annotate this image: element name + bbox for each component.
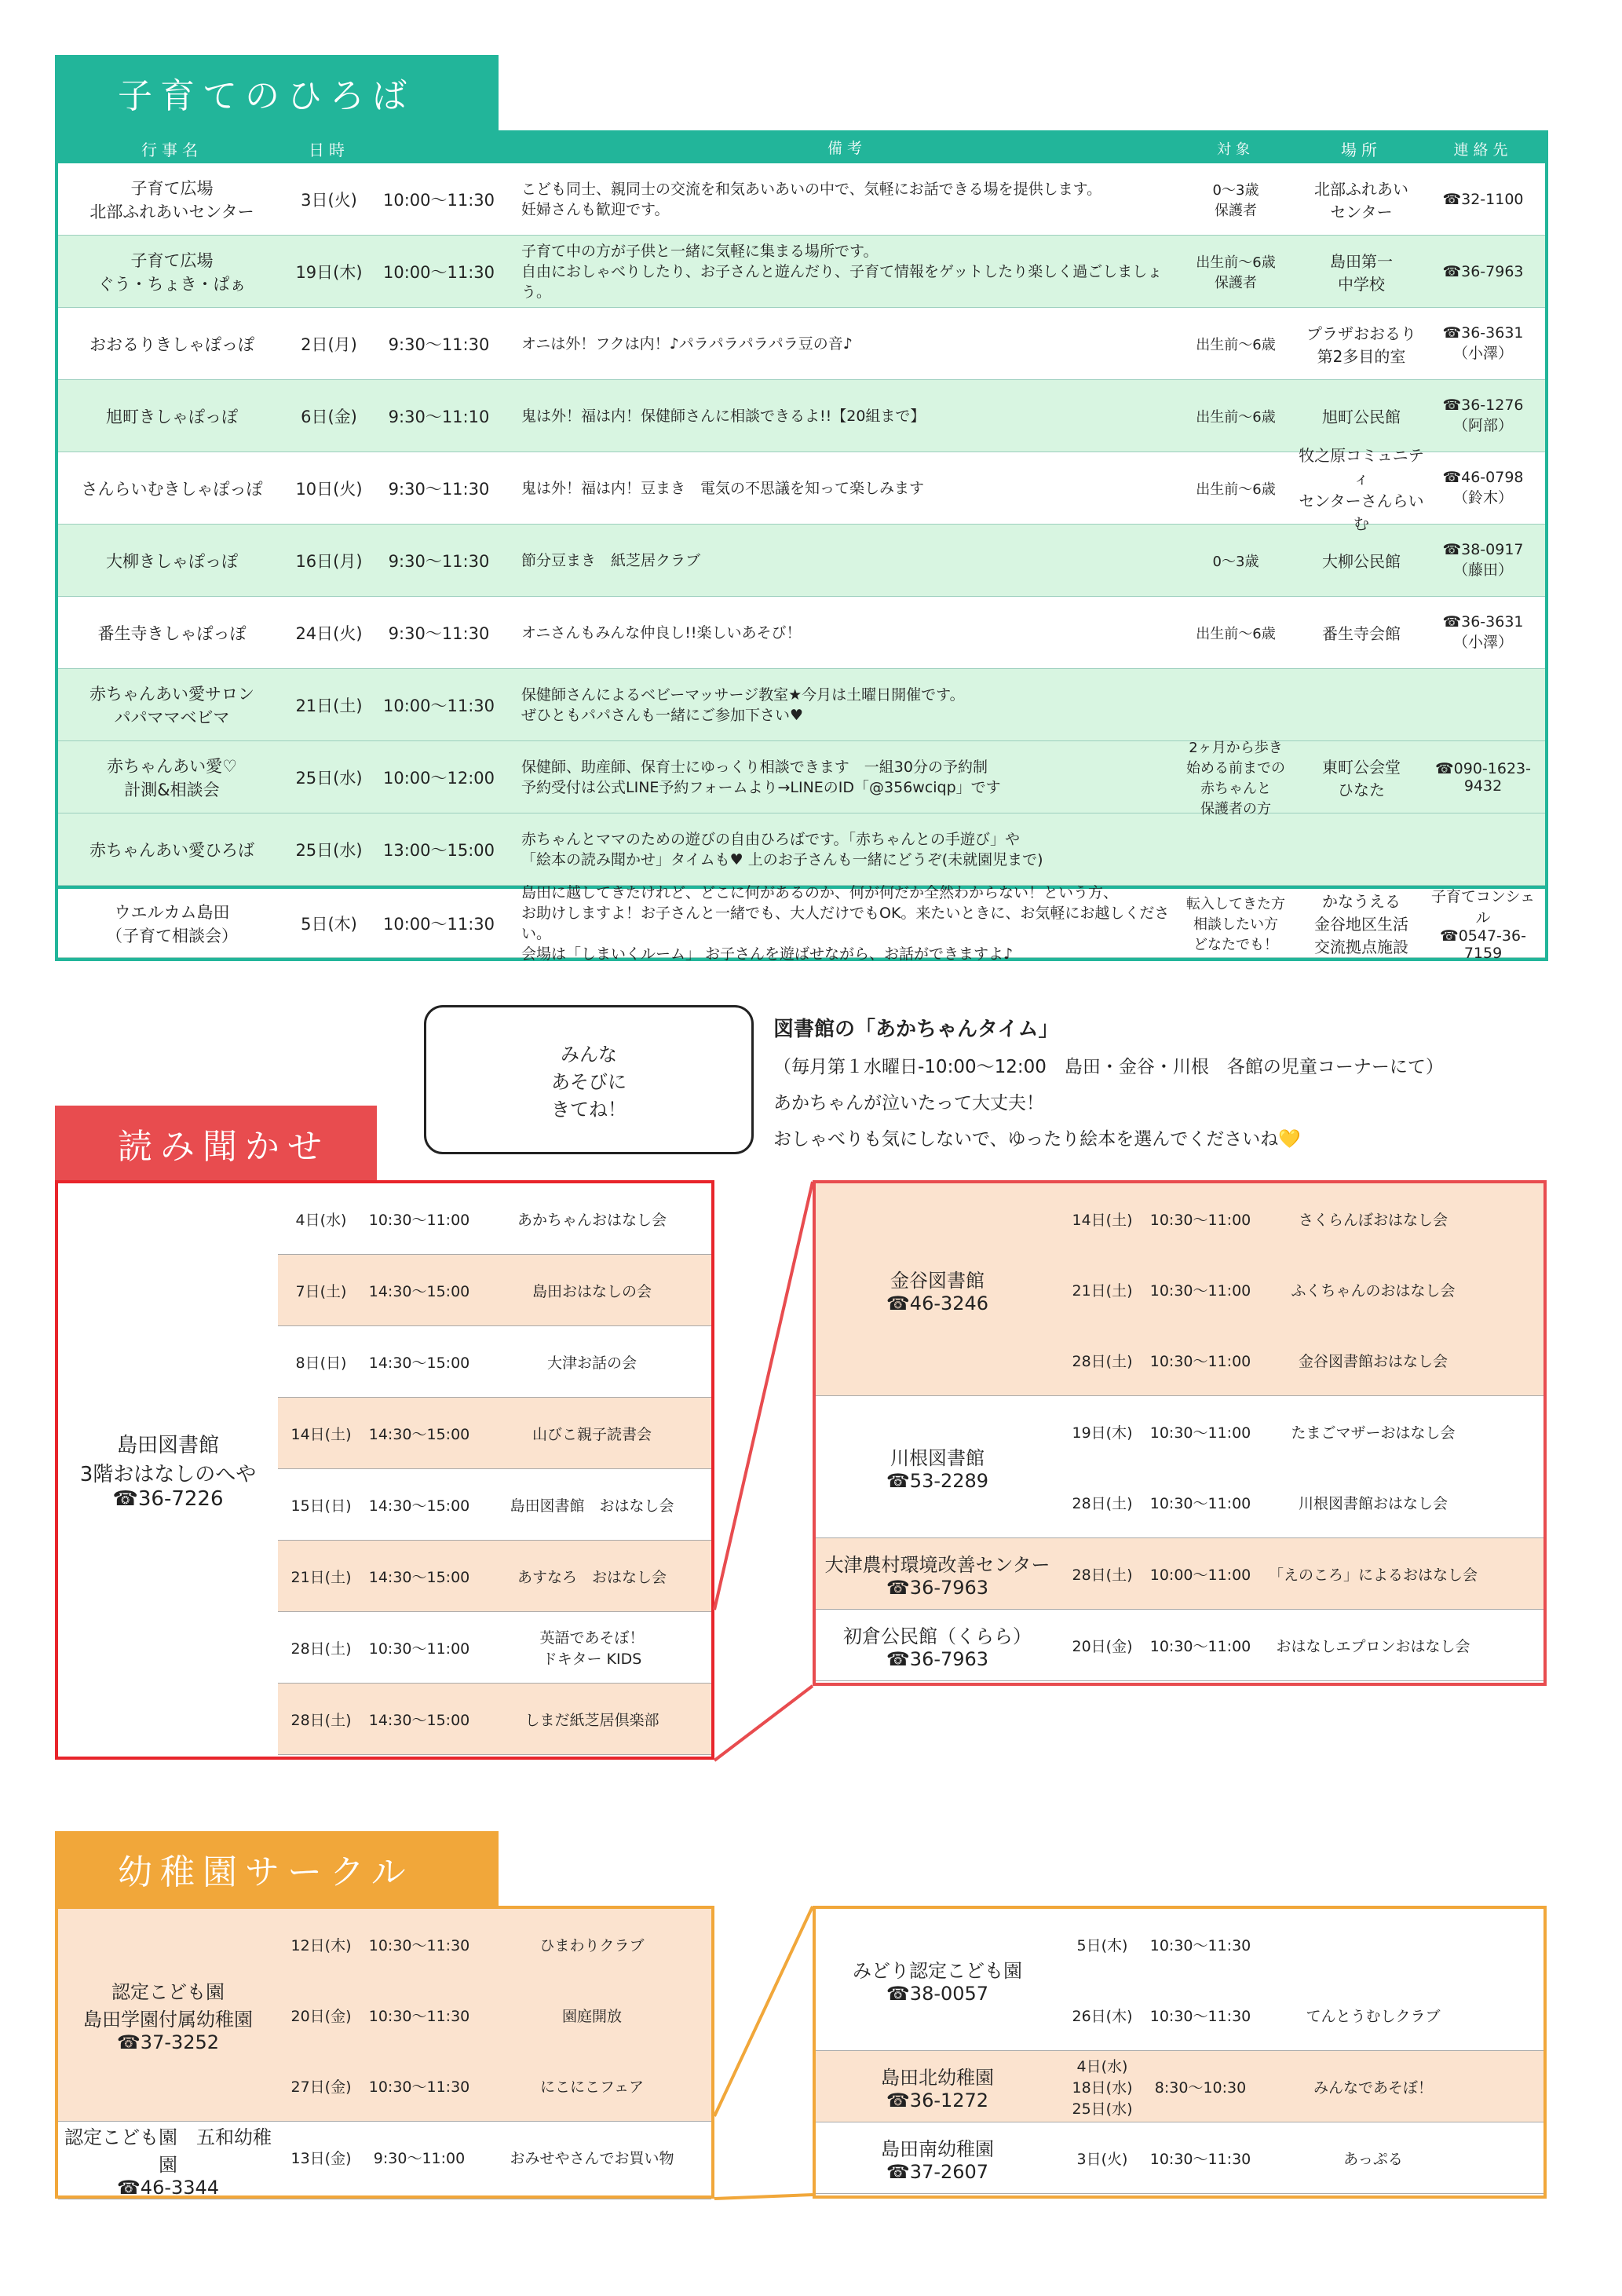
section-title-youchien: 幼稚園サークル <box>55 1831 499 1907</box>
table-row: 子育て広場 北部ふれあいセンター 3日(火) 10:00〜11:30 こども同士、親同士の交流を和気あいあいの中で、気軽にお話できる場を提供します。 妊婦さんも歓迎です。 0〜3歳 保護者 北部ふれあい センター ☎32-1100 <box>58 163 1545 236</box>
list-item: 12日(木) 10:30〜11:30 ひまわりクラブ <box>290 1936 645 1954</box>
table-row: おおるりきしゃぽっぽ 2日(月) 9:30〜11:30 オニは外！フクは内！♪パラパラパラパラ豆の音♪ 出生前〜6歳 プラザおおるり 第2多目的室 ☎36-3631 （小澤） <box>58 308 1545 380</box>
youchien-right: みどり認定こども園 ☎38-0057 5日(木) 10:30〜11:30 26日(木) 10:30〜11:30 てんとうむしクラブ 島田北幼稚園 ☎36-1272 4日(水) 18日(水) 25日(水) 8:30〜10:30 みんなであそぼ！ 島田南幼稚園 ☎37-2607 3日(火) 10:30〜11:30 あっぷる <box>813 1906 1547 2199</box>
list-item: 21日(土) 10:30〜11:00 ふくちゃんのおはなし会 <box>1072 1281 1456 1300</box>
library-note-3: おしゃべりも気にしないで、ゆったり絵本を選んでくださいね💛 <box>773 1129 1301 1150</box>
list-item: 13日(金) 9:30〜11:00 おみせやさんでお買い物 <box>290 2149 674 2167</box>
youchien-left: 認定こども園 島田学園付属幼稚園 ☎37-3252 12日(木) 10:30〜11:30 ひまわりクラブ 20日(金) 10:30〜11:30 園庭開放 27日(金) 10:30〜11:30 にこにこフェア 認定こども園 五和幼稚園 ☎46-3344 13日(金) 9:30〜11:00 おみせやさんでお買い物 <box>55 1906 714 2199</box>
list-item: 20日(金) 10:30〜11:30 園庭開放 <box>290 2007 622 2025</box>
list-item: 28日(土) 10:30〜11:00 金谷図書館おはなし会 <box>1072 1352 1448 1370</box>
list-item: 28日(土) 10:00〜11:00 「えのころ」によるおはなし会 <box>1072 1566 1478 1584</box>
table-row: 赤ちゃんあい愛ひろば 25日(水) 13:00〜15:00 赤ちゃんとママのための遊びの自由ひろばです。「赤ちゃんとの手遊び」や 「絵本の読み聞かせ」タイムも♥ 上のお子さんも一緒にどうぞ(未就園児まで) <box>58 813 1545 886</box>
table-row: 旭町きしゃぽっぽ 6日(金) 9:30〜11:10 鬼は外！福は内！保健師さんに相談できるよ!!【20組まで】 出生前〜6歳 旭町公民館 ☎36-1276 （阿部） <box>58 380 1545 452</box>
list-item: 15日(日) 14:30〜15:00 島田図書館 おはなし会 <box>278 1469 711 1541</box>
speech-bubble: みんな あそびに きてね！ <box>551 1043 627 1121</box>
section-title-yomikikase: 読み聞かせ <box>55 1106 377 1181</box>
list-item: 5日(木) 10:30〜11:30 <box>1076 1936 1251 1954</box>
yomikikase-main: 島田図書館 3階おはなしのへや ☎36-7226 4日(水) 10:30〜11:00 あかちゃんおはなし会 7日(土) 14:30〜15:00 島田おはなしの会 8日(日) 14:30〜15:00 大津お話の会 14日(土) 14:30〜15:00 山びこ親子読書会 15日(日) 14:30〜15:00 島田図書館 おはなし会 21日(土) 14:30〜15:00 あすなろ おはなし会 28日(土) 10:30〜11:00 英語であそぼ！ ドキター KIDS 28日(土) 14:30〜15:00 しまだ紙芝居倶楽部 <box>55 1180 714 1760</box>
list-item: 27日(金) 10:30〜11:30 にこにこフェア <box>290 2078 645 2096</box>
list-item: 14日(土) 10:30〜11:00 さくらんぼおはなし会 <box>1072 1211 1448 1229</box>
list-item: 19日(木) 10:30〜11:00 たまごマザーおはなし会 <box>1072 1424 1456 1442</box>
list-item: 3日(火) 10:30〜11:30 あっぷる <box>1076 2150 1403 2168</box>
table-row: 番生寺きしゃぽっぽ 24日(火) 9:30〜11:30 オニさんもみんな仲良し!!楽しいあそび！ 出生前〜6歳 番生寺会館 ☎36-3631 （小澤） <box>58 597 1545 669</box>
table-header: 行事名 日時 備考 対象 場所 連絡先 <box>58 133 1545 163</box>
library-title: 図書館の「あかちゃんタイム」 <box>773 1018 1059 1041</box>
list-item: 14日(土) 14:30〜15:00 山びこ親子読書会 <box>278 1398 711 1469</box>
list-item: 28日(土) 14:30〜15:00 しまだ紙芝居倶楽部 <box>278 1684 711 1755</box>
library-note-2: あかちゃんが泣いたって大丈夫！ <box>773 1093 1044 1113</box>
list-item: 21日(土) 14:30〜15:00 あすなろ おはなし会 <box>278 1541 711 1612</box>
yomikikase-others: 金谷図書館 ☎46-3246 14日(土) 10:30〜11:00 さくらんぼおはなし会 21日(土) 10:30〜11:00 ふくちゃんのおはなし会 28日(土) 10:30〜11:00 金谷図書館おはなし会 川根図書館 ☎53-2289 19日(木) 10:30〜11:00 たまごマザーおはなし会 28日(土) 10:30〜11:00 川根図書館おはなし会 大津農村環境改善センター ☎36-7963 28日(土) 10:00〜11:00 「えのころ」によるおはなし会 初倉公民館（くらら） ☎36-7963 20日(金) 10:30〜11:00 おはなしエプロンおはなし会 <box>813 1180 1547 1686</box>
section-title-kosodate: 子育てのひろば <box>55 55 499 130</box>
list-item: 7日(土) 14:30〜15:00 島田おはなしの会 <box>278 1255 711 1326</box>
table-row: さんらいむきしゃぽっぽ 10日(火) 9:30〜11:30 鬼は外！福は内！豆まき 電気の不思議を知って楽しみます 出生前〜6歳 牧之原コミュニティ センターさんらいむ ☎46-0798 （鈴木） <box>58 452 1545 525</box>
table-row: 赤ちゃんあい愛♡ 計測&相談会 25日(水) 10:00〜12:00 保健師、助産師、保育士にゆっくり相談できます 一組30分の予約制 予約受付は公式LINE予約フォームより→LINEのID「@356wciqp」です 2ヶ月から歩き 始める前までの 赤ちゃんと 保護者の方 東町公会堂 ひなた ☎090-1623-9432 <box>58 741 1545 813</box>
list-item: 4日(水) 10:30〜11:00 あかちゃんおはなし会 <box>278 1183 711 1255</box>
table-row: 大柳きしゃぽっぽ 16日(月) 9:30〜11:30 節分豆まき 紙芝居クラブ 0〜3歳 大柳公民館 ☎38-0917 （藤田） <box>58 525 1545 597</box>
list-item: 4日(水) 18日(水) 25日(水) 8:30〜10:30 みんなであそぼ！ <box>1072 2057 1433 2118</box>
list-item: 26日(木) 10:30〜11:30 てんとうむしクラブ <box>1072 2007 1441 2025</box>
table-row: 子育て広場 ぐう・ちょき・ぱぁ 19日(木) 10:00〜11:30 子育て中の方が子供と一緒に気軽に集まる場所です。 自由におしゃべりしたり、お子さんと遊んだり、子育て情報をゲットしたり楽しく過ごしましょう。 出生前〜6歳 保護者 島田第一 中学校 ☎36-7963 <box>58 236 1545 308</box>
list-item: 28日(土) 10:30〜11:00 英語であそぼ！ ドキター KIDS <box>278 1612 711 1684</box>
list-item: 8日(日) 14:30〜15:00 大津お話の会 <box>278 1326 711 1398</box>
library-note-1: （毎月第１水曜日-10:00〜12:00 島田・金谷・川根 各館の児童コーナーにて） <box>773 1057 1444 1077</box>
table-row: ウエルカム島田 （子育て相談会） 5日(木) 10:00〜11:30 島田に越してきたけれど、どこに何があるのか、何が何だか全然わからない！という方、 お助けしますよ！お子さんと一緒でも、大人だけでもOK。来たいときに、お気軽にお越しください。 会場は「しまいくルーム」 お子さんを遊ばせながら、お話ができますよ♪ 転入してきた方 相談したい方 どなたでも！ かなうえる 金谷地区生活 交流拠点施設 子育てコンシェル ☎0547-36-7159 <box>58 886 1545 958</box>
list-item: 28日(土) 10:30〜11:00 川根図書館おはなし会 <box>1072 1494 1448 1512</box>
table-row: 赤ちゃんあい愛サロン パパママベビマ 21日(土) 10:00〜11:30 保健師さんによるベビーマッサージ教室★今月は土曜日開催です。 ぜひともパパさんも一緒にご参加下さい♥ <box>58 669 1545 741</box>
list-item: 20日(金) 10:30〜11:00 おはなしエプロンおはなし会 <box>1072 1637 1470 1655</box>
